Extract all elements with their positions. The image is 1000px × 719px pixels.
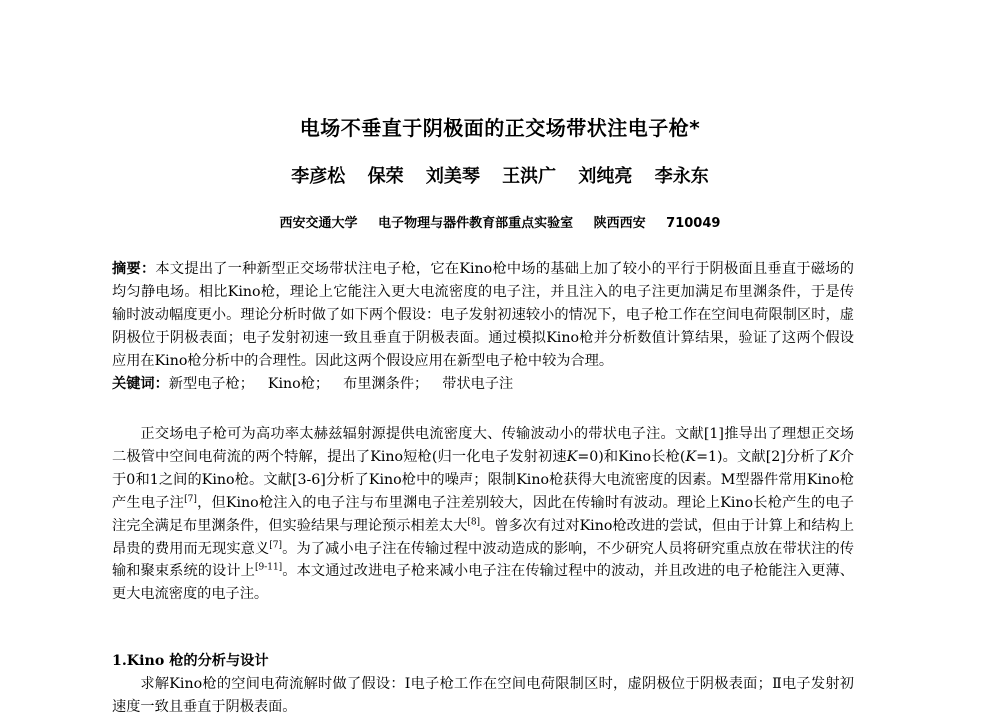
abstract-paragraph	[112, 258, 854, 373]
section-paragraph: 求解Kino枪的空间电荷流解时做了假设：Ⅰ电子枪工作在空间电荷限制区时，虚阴极位于阴极表面；Ⅱ电子发射初速度一致且垂直于阴极表面。	[112, 675, 854, 715]
author-name: 保荣	[367, 166, 404, 187]
intro-variable: K	[829, 448, 840, 465]
citation-ref: [8]	[467, 516, 481, 527]
citation-ref: [9-11]	[254, 562, 283, 573]
intro-variable: K	[685, 448, 697, 465]
intro-text: 正交场电子枪可为高功率太赫兹辐射源提供电流密度大、传输波动小的带状电子注。文献[1]推导出了理想正交场二极管中空间电荷流的两个特解，提出了Kino短枪(归一化电子发射初速	[112, 426, 854, 465]
intro-text: 。本文通过改进电子枪来减小电子注在传输过程中的波动，并且改进的电子枪能注入更薄、更大电流密度的电子注。	[112, 563, 854, 603]
author-name: 李彦松	[291, 166, 346, 187]
keyword: 布里渊条件；	[343, 375, 429, 392]
affiliation-university: 西安交通大学	[279, 216, 358, 231]
affiliation-location: 陕西西安	[593, 216, 646, 231]
affiliation-postcode: 710049	[666, 216, 721, 231]
affiliation-lab: 电子物理与器件教育部重点实验室	[378, 216, 574, 231]
citation-ref: [7]	[269, 539, 283, 550]
author-name: 刘美琴	[425, 166, 480, 187]
intro-text: 。为了减小电子注在传输过程中波动造成的影响，不少研究人员将研究重点放在带状注的传输和聚束系统的设计上	[112, 540, 854, 580]
keyword: 新型电子枪；	[168, 375, 254, 392]
section-1	[112, 650, 854, 719]
abstract-text: 本文提出了一种新型正交场带状注电子枪，它在Kino枪中场的基础上加了较小的平行于阴极面且垂直于磁场的均匀静电场。相比Kino枪，理论上它能注入更大电流密度的电子注，并且注入的电子注更加满足布里渊条件，于是传输时波动幅度更小。理论分析时做了如下两个假设：电子发射初速较小的情况下，电子枪工作在空间电荷限制区时，虚阴极位于阴极表面；电子发射初速一致且垂直于阴极表面。通过模拟Kino枪并分析数值计算结果，验证了这两个假设应用在Kino枪分析中的合理性。因此这两个假设应用在新型电子枪中较为合理。	[112, 261, 854, 369]
intro-text: ，但Kino枪注入的电子注与布里渊电子注差别较大，因此在传输时有波动。理论上Kino长枪产生的电子注完全满足布里渊条件，但实验结果与理论预示相差太大	[112, 494, 854, 534]
keyword: 带状电子注	[442, 375, 514, 392]
keywords-line	[112, 373, 854, 396]
introduction-paragraph	[112, 423, 854, 606]
author-name: 李永东	[654, 166, 709, 187]
author-name: 王洪广	[502, 166, 557, 187]
introduction-block	[112, 423, 854, 606]
keyword: Kino枪；	[267, 375, 330, 392]
intro-text: 。曾多次有过对Kino枪改进的尝试，但由于计算上和结构上昂贵的费用而无现实意义	[112, 517, 854, 557]
abstract-label: 摘要：	[112, 261, 156, 277]
affiliation	[0, 213, 1000, 235]
paper-title: 电场不垂直于阴极面的正交场带状注电子枪*	[299, 116, 701, 140]
author-name: 刘纯亮	[578, 166, 633, 187]
abstract-block	[112, 258, 854, 395]
intro-variable: K	[566, 448, 578, 465]
intro-text: =1)。文献[2]分析了	[696, 448, 830, 465]
intro-text: =0)和Kino长枪(	[577, 448, 686, 465]
author-list	[0, 164, 1000, 190]
citation-ref: [7]	[184, 493, 197, 504]
keywords-label: 关键词：	[112, 375, 169, 392]
section-heading: 1.Kino 枪的分析与设计	[112, 653, 269, 669]
intro-text: 介于0和1之间的Kino枪。文献[3-6]分析了Kino枪中的噪声；限制Kino枪获得大电流密度的因素。M型器件常用Kino枪产生电子注	[112, 448, 854, 511]
